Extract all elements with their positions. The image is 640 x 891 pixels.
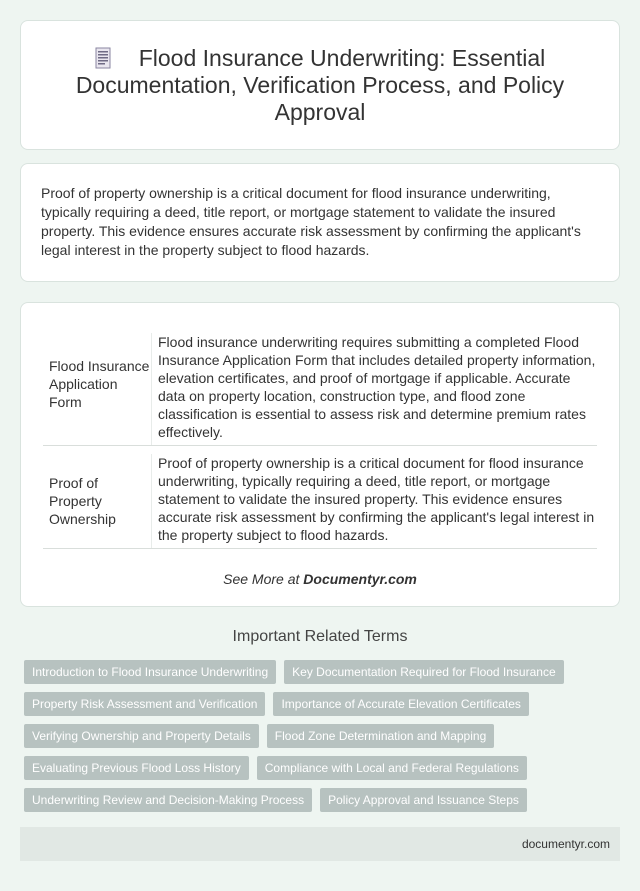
related-term-tag[interactable]: Key Documentation Required for Flood Insurance <box>284 660 563 684</box>
related-terms-heading: Important Related Terms <box>232 628 408 645</box>
table-row-description: Proof of property ownership is a critical document for flood insurance underwriting, typically requiring a deed, title report, or mortgage statement to validate the insured property. This evidence ensures accurate risk assessment by confirming the applicant's legal interest in the property subject to flood hazards. <box>151 454 597 548</box>
see-more-prefix: See More at <box>223 571 304 587</box>
see-more-link[interactable] <box>43 571 597 587</box>
footer-site-link[interactable]: documentyr.com <box>521 837 610 851</box>
see-more-site: Documentyr.com <box>303 571 417 587</box>
document-icon <box>95 47 111 69</box>
related-term-tag[interactable]: Flood Zone Determination and Mapping <box>267 724 494 748</box>
related-term-tag[interactable]: Introduction to Flood Insurance Underwriting <box>24 660 276 684</box>
table-row-label: Flood Insurance Application Form <box>49 358 150 410</box>
table-row <box>43 446 597 549</box>
documents-table-card <box>20 302 620 607</box>
page-title-text: Flood Insurance Underwriting: Essential Documentation, Verification Process, and Policy Approval <box>75 44 565 125</box>
related-terms-list <box>24 660 624 820</box>
table-row-label: Proof of Property Ownership <box>49 475 116 527</box>
related-term-tag[interactable]: Importance of Accurate Elevation Certificates <box>273 692 528 716</box>
table-row-description: Flood insurance underwriting requires submitting a completed Flood Insurance Application Form that includes detailed property information, elevation certificates, and proof of mortgage if applicable. Accurate data on property location, construction type, and flood zone classification is essential to assess risk and determine premium rates effectively. <box>151 333 597 445</box>
related-term-tag[interactable]: Property Risk Assessment and Verification <box>24 692 265 716</box>
related-term-tag[interactable]: Verifying Ownership and Property Details <box>24 724 259 748</box>
related-term-tag[interactable]: Compliance with Local and Federal Regulations <box>257 756 527 780</box>
related-term-tag[interactable]: Policy Approval and Issuance Steps <box>320 788 527 812</box>
intro-card <box>20 163 620 282</box>
related-term-tag[interactable]: Evaluating Previous Flood Loss History <box>24 756 249 780</box>
title-card <box>20 20 620 150</box>
table-row <box>43 327 597 446</box>
footer <box>20 827 620 861</box>
intro-paragraph: Proof of property ownership is a critical document for flood insurance underwriting, typically requiring a deed, title report, or mortgage statement to validate the insured property. This evidence ensures accurate risk assessment by confirming the applicant's legal interest in the property subject to flood hazards. <box>41 185 581 258</box>
page-title <box>51 45 589 126</box>
related-term-tag[interactable]: Underwriting Review and Decision-Making Process <box>24 788 312 812</box>
